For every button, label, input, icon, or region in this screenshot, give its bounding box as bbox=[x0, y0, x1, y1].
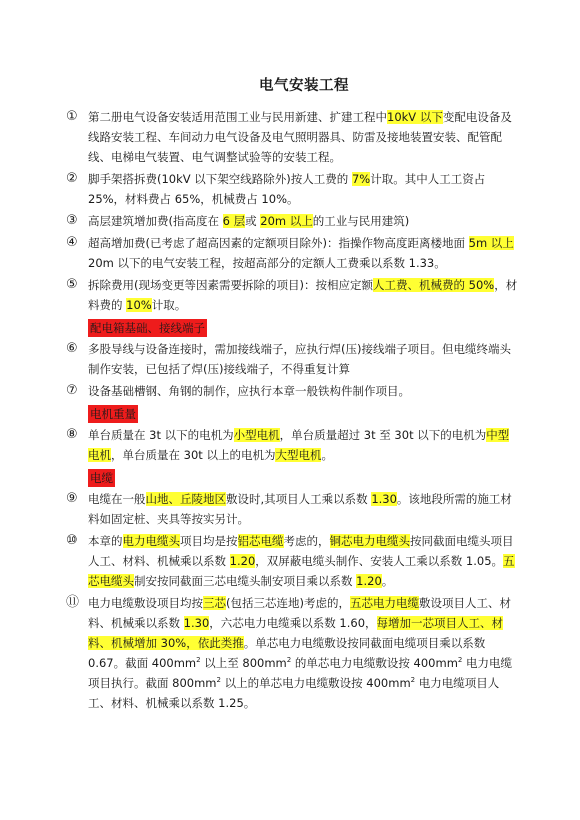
text-run: 20m 以下的电气安装工程，按超高部分的定额人工费乘以系数 1.33。 bbox=[88, 256, 446, 270]
text-run: 拆除费用(现场变更等因素需要拆除的项目)：按相应定额 bbox=[88, 278, 373, 292]
list-item bbox=[66, 169, 520, 209]
text-run: 配电箱基础、接线端子 bbox=[90, 321, 205, 335]
text-run: 考虑的， bbox=[283, 534, 330, 548]
highlighted-text: 五芯电缆头 bbox=[88, 554, 515, 588]
text-run: 脚手架搭拆费(10kV 以下架空线路除外)按人工费的 bbox=[88, 172, 352, 186]
section-heading bbox=[88, 405, 138, 423]
highlighted-text: 人工费、机械费的 50% bbox=[372, 278, 495, 292]
text-run: 电力电缆敷设项目均按 bbox=[88, 596, 203, 610]
text-run: 项目均是按 bbox=[180, 534, 238, 548]
item-number: ① bbox=[66, 109, 78, 124]
list-item bbox=[66, 339, 520, 379]
highlighted-text: 7% bbox=[351, 172, 371, 186]
highlighted-text: 五芯电力电缆 bbox=[349, 596, 419, 610]
text-run: 按同截面电缆头项目人工、材料、机械乘以系数 bbox=[88, 534, 514, 568]
highlighted-text: 10kV 以下 bbox=[387, 110, 443, 124]
item-number: ⑪ bbox=[66, 595, 80, 610]
list-item bbox=[66, 381, 520, 401]
highlighted-text: 1.30 bbox=[371, 492, 397, 506]
superscript: 2 bbox=[216, 676, 221, 685]
highlighted-text: 电力电缆头 bbox=[122, 534, 180, 548]
text-run: ，单台质量超过 3t 至 30t 以下的电机为 bbox=[279, 428, 487, 442]
list-item bbox=[66, 425, 520, 465]
text-run: 变配电设备及线路安装工程、车间动力电气设备及电气照明器具、防雷及接地装置安装、配管配线、电梯电气装置、电气调整试验等的安装工程。 bbox=[88, 110, 512, 164]
superscript: 2 bbox=[196, 656, 201, 665]
item-number: ⑩ bbox=[66, 533, 78, 548]
page-title: 电气安装工程 bbox=[259, 78, 349, 94]
list-item bbox=[66, 593, 520, 713]
content-list bbox=[66, 107, 520, 713]
highlighted-text: 铝芯电缆 bbox=[237, 534, 284, 548]
list-item bbox=[66, 107, 520, 167]
text-run: 的单芯电力电缆敷设按 400mm bbox=[291, 656, 458, 670]
list-item bbox=[66, 275, 520, 315]
highlighted-text: 10% bbox=[126, 298, 152, 312]
text-run: 第二册电气设备安装适用范围工业与民用新建、扩建工程中 bbox=[88, 110, 387, 124]
text-run: ，材料费的 bbox=[88, 278, 518, 312]
highlighted-text: 大型电机 bbox=[275, 448, 322, 462]
list-item bbox=[66, 531, 520, 591]
list-item bbox=[66, 489, 520, 529]
item-number: ⑦ bbox=[66, 383, 78, 398]
text-run: 。该地段所需的施工材料如固定桩、夹具等按实另计。 bbox=[88, 492, 512, 526]
superscript: 2 bbox=[410, 676, 416, 685]
text-run: 电力电缆项目执行。截面 800mm bbox=[88, 656, 513, 690]
text-run: ，六芯电力电缆乘以系数 1.60， bbox=[209, 616, 377, 630]
text-run: 单台质量在 3t 以下的电机为 bbox=[88, 428, 234, 442]
list-item bbox=[66, 211, 520, 231]
section-heading-row bbox=[88, 403, 520, 425]
highlighted-text: 三芯 bbox=[203, 596, 226, 610]
text-run: ，单台质量在 30t 以上的电机为 bbox=[111, 448, 276, 462]
text-run: 设备基础槽钢、角钢的制作，应执行本章一般铁构件制作项目。 bbox=[88, 384, 410, 398]
text-run: 。 bbox=[381, 574, 394, 588]
highlighted-text: 1.20 bbox=[229, 554, 256, 568]
text-run: 或 bbox=[245, 214, 261, 228]
text-run: 电机重量 bbox=[90, 407, 136, 421]
highlighted-text: 6 层 bbox=[222, 214, 246, 228]
text-run: 的工业与民用建筑) bbox=[312, 214, 410, 228]
highlighted-text: 小型电机 bbox=[233, 428, 280, 442]
highlighted-text: 每增加一芯项目人工、材料、机械增加 30%，依此类推 bbox=[88, 616, 504, 650]
section-heading bbox=[88, 319, 207, 337]
text-run: ，双屏蔽电缆头制作、安装人工乘以系数 1.05。 bbox=[255, 554, 504, 568]
text-run: 。单芯电力电缆敷设按同截面电缆项目乘以系数 0.67。截面 400mm bbox=[88, 636, 486, 670]
section-heading bbox=[88, 469, 115, 487]
highlighted-text: 铜芯电力电缆头 bbox=[329, 534, 410, 548]
text-run: 。 bbox=[321, 448, 333, 462]
text-run: 计取。其中人工工资占 25%，材料费占 65%，机械费占 10%。 bbox=[88, 172, 486, 206]
item-number: ⑧ bbox=[66, 427, 78, 442]
text-run: 高层建筑增加费(指高度在 bbox=[88, 214, 223, 228]
text-run: 电力电缆项目人工、材料、机械乘以系数 1.25。 bbox=[88, 676, 500, 710]
text-run: 以上的单芯电力电缆敷设按 400mm bbox=[220, 676, 411, 690]
highlighted-text: 20m 以上 bbox=[260, 214, 313, 228]
text-run: 计取。 bbox=[151, 298, 187, 312]
text-run: (包括三芯连地)考虑的， bbox=[226, 596, 350, 610]
text-run: 本章的 bbox=[88, 534, 123, 548]
text-run: 敷设项目人工、材料、机械乘以系数 bbox=[88, 596, 511, 630]
item-number: ⑥ bbox=[66, 341, 78, 356]
section-heading-row bbox=[88, 467, 520, 489]
text-run: 敷设时,其项目人工乘以系数 bbox=[226, 492, 372, 506]
item-number: ⑤ bbox=[66, 277, 78, 292]
superscript: 2 bbox=[457, 656, 463, 665]
text-run: 以上至 800mm bbox=[200, 656, 287, 670]
highlighted-text: 1.30 bbox=[183, 616, 210, 630]
text-run: 多股导线与设备连接时，需加接线端子，应执行焊(压)接线端子项目。但电缆终端头制作安装，已包括了焊(压)接线端子，不得重复计算 bbox=[88, 342, 511, 376]
text-run: 电缆 bbox=[90, 471, 113, 485]
text-run: 超高增加费(已考虑了超高因素的定额项目除外)：指操作物高度距离楼地面 bbox=[88, 236, 469, 250]
item-number: ③ bbox=[66, 213, 78, 228]
superscript: 2 bbox=[286, 656, 292, 665]
item-number: ⑨ bbox=[66, 491, 78, 506]
list-item bbox=[66, 233, 520, 273]
section-heading-row bbox=[88, 317, 520, 339]
highlighted-text: 5m 以上 bbox=[468, 236, 514, 250]
highlighted-text: 1.20 bbox=[356, 574, 382, 588]
text-run: 电缆在一般 bbox=[88, 492, 146, 506]
item-number: ④ bbox=[66, 235, 78, 250]
item-number: ② bbox=[66, 171, 78, 186]
text-run: 制安按同截面三芯电缆头制安项目乘以系数 bbox=[134, 574, 357, 588]
highlighted-text: 山地、丘陵地区 bbox=[145, 492, 226, 506]
highlighted-text: 中型电机 bbox=[88, 428, 510, 462]
